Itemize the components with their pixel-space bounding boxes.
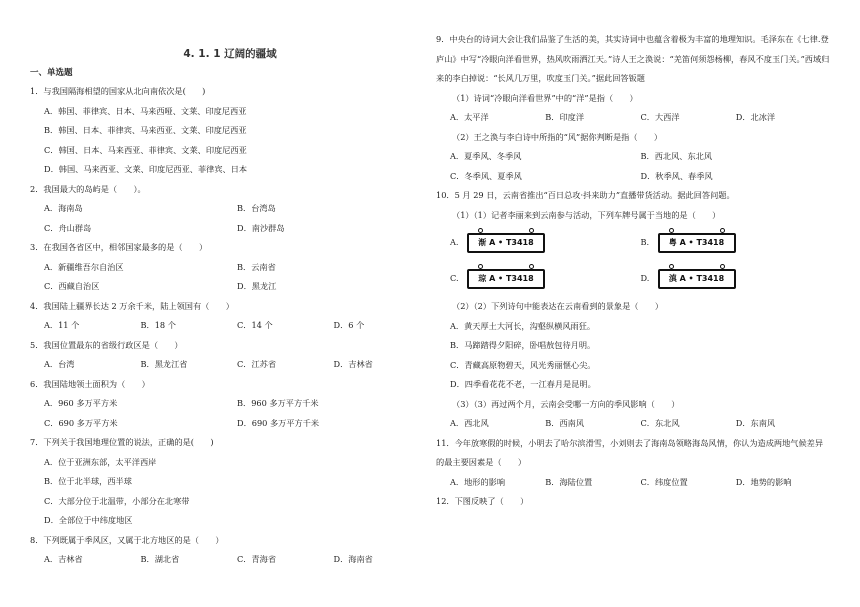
question-12 [436,492,831,512]
option[interactable]: D．东南风 [735,418,776,428]
plate-option-a[interactable] [450,233,641,253]
option[interactable]: A．地形的影响 [450,476,506,487]
option[interactable]: C．大部分位于北温带，小部分在北寒带 [44,495,190,506]
option[interactable]: B．马蹄踏得夕阳碎，卧唱敖包待月明。 [450,340,596,350]
sub-question: （1）诗词“冷眼向洋看世界”中的“洋”是指（ ） [452,92,638,103]
options-row [30,277,430,297]
sub-question: （1）（1）记者李丽来到云南参与活动，下列车牌号属于当地的是（ ） [452,209,721,220]
option[interactable]: B．位于北半球，西半球 [44,476,132,486]
option[interactable]: A．夏季风、冬季风 [450,151,522,161]
option[interactable]: B．海陆位置 [545,476,593,487]
option[interactable]: B．黑龙江省 [140,359,188,369]
option[interactable]: A．太平洋 [450,112,489,122]
options-row [30,355,430,375]
options-row [436,167,831,187]
options-row [30,316,430,336]
options-row [30,550,430,570]
section-heading: 一、单选题 [30,68,73,78]
option[interactable]: A．台湾 [44,359,75,369]
option[interactable]: D．黑龙江 [237,281,277,291]
option[interactable]: A．吉林省 [44,554,83,564]
question-stem: 11．今年放寒假的时候，小明去了哈尔滨滑雪，小刘则去了海南岛领略海岛风情，你认为造成两地气候差异的最主要因素是（ ） [436,437,824,467]
options-row [30,219,430,239]
option[interactable]: A．位于亚洲东部，太平洋西岸 [44,456,157,467]
option-label: A. [450,237,459,248]
page-title: 4. 1. 1 辽阔的疆域 [183,48,277,60]
question-9 [436,30,831,186]
question-stem: 8．下列既属于季风区，又属于北方地区的是（ ） [30,534,224,545]
option[interactable]: C．东北风 [640,418,680,428]
option[interactable]: A．海南岛 [44,203,83,213]
option[interactable]: D．北冰洋 [735,112,776,122]
option[interactable]: B．韩国、日本、菲律宾、马来西亚、文莱、印度尼西亚 [44,125,247,135]
option[interactable]: D．全部位于中纬度地区 [44,515,133,525]
options-row [436,108,831,128]
question-stem: 3．在我国各省区中，相邻国家最多的是（ ） [30,242,208,252]
option[interactable]: A．新疆维吾尔自治区 [44,261,124,272]
question-list [30,82,430,570]
option[interactable]: A．韩国、菲律宾、日本、马来西哑、文莱、印度尼西亚 [44,105,247,116]
option[interactable]: C．大西洋 [640,112,680,122]
question-stem: 10．5 月 29 日，云南省推出“百日总攻·抖来助力”直播带货活动。据此回答问题。 [436,190,735,200]
question-3 [30,238,430,297]
question-stem: 5．我国位置最东的省级行政区是（ ） [30,339,183,350]
options-row [436,473,831,493]
right-column [436,0,831,512]
option[interactable]: D．地势的影响 [735,476,792,487]
question-stem: 2．我国最大的岛屿是（ ）。 [30,183,146,194]
question-stem: 6．我国陆地领土面积为（ ） [30,378,150,389]
question-1 [30,82,430,180]
option-label: D. [640,273,650,284]
option[interactable]: B．印度洋 [545,112,585,122]
option[interactable]: A．黄天厚土大河长，沟壑纵横风雨狂。 [450,320,596,331]
option[interactable]: D．四季看花花不老，一江春月是昆明。 [450,379,596,389]
option[interactable]: C．青海省 [237,554,277,564]
license-plate-options [436,225,831,297]
option[interactable]: A．西北风 [450,418,489,428]
question-stem: 4．我国陆上疆界长达 2 万余千米，陆上领国有（ ） [30,300,234,311]
option[interactable]: C．江苏省 [237,359,277,369]
option[interactable]: C．14 个 [237,320,273,330]
question-stem: 12．下图反映了（ ） [436,496,529,506]
question-8 [30,531,430,570]
sub-question: （2）王之涣与李白诗中所指的“风”据你判断是指（ ） [452,131,663,142]
option[interactable]: B．湖北省 [140,554,180,564]
options-row [30,414,430,434]
question-stem: 7．下列关于我国地理位置的说法，正确的是( ) [30,437,214,447]
license-plate-image: 琼 A • T3418 [467,269,545,289]
question-stem: 9．中央台的诗词大会让我们品鉴了生活的美，其实诗词中也蕴含着极为丰富的地理知识。毛泽东在《七律.登庐山》中写“冷眼向洋看世界，热风吹雨洒江天。”诗人王之涣说：“羌笛何须怨杨柳，春风不度玉门关。”西域归来的李白掉说：“长风几万里，吹度玉门关。”据此回答钣题 [436,34,830,83]
option[interactable]: B．18 个 [140,320,176,330]
question-10 [436,186,831,434]
option[interactable]: D．吉林省 [333,359,373,369]
options-row [436,147,831,167]
question-7 [30,433,430,531]
option-label: B. [640,237,650,248]
option[interactable]: A．960 多万平方米 [44,398,118,408]
option[interactable]: D．690 多万平方千米 [237,417,320,428]
options-row [30,258,430,278]
license-plate-image: 渐 A • T3418 [467,233,545,253]
question-11 [436,434,831,493]
option[interactable]: C．西藏自治区 [44,281,100,291]
option[interactable]: C．纬度位置 [640,476,688,487]
left-column [30,0,430,570]
question-stem: 1．与我国隔海相望的国家从北向南依次是( ) [30,86,206,96]
option[interactable]: D．南沙群岛 [237,222,285,233]
question-6 [30,375,430,434]
option[interactable]: C．青藏高原物碧天，风光秀丽惬心尖。 [450,359,596,370]
options-row [436,414,831,434]
plate-option-d[interactable] [641,269,832,289]
license-plate-image: 粤 A • T3418 [658,233,736,253]
option[interactable]: D．6 个 [333,320,365,330]
sub-question: （3）（3）再过两个月，云南会受哪一方向的季风影响（ ） [452,398,680,409]
sub-question: （2）（2）下列诗句中能表达在云南看到的景象是（ ） [452,301,664,311]
options-row [30,394,430,414]
option[interactable]: A．11 个 [44,320,80,330]
plate-option-c[interactable] [450,269,641,289]
option-label: C. [450,273,459,284]
option[interactable]: B．西北风、东北风 [640,151,713,161]
question-4 [30,297,430,336]
option[interactable]: C．690 多万平方米 [44,417,118,428]
options-row [30,199,430,219]
question-2 [30,180,430,239]
option[interactable]: B．960 多万平方千米 [237,398,319,408]
option[interactable]: C．韩国、日本、马来西亚、菲律宾、文莱、印度尼西亚 [44,144,247,155]
option[interactable]: B．云南省 [237,261,276,272]
option[interactable]: C．冬季风、夏季风 [450,170,522,181]
question-5 [30,336,430,375]
option[interactable]: C．舟山群岛 [44,222,92,233]
license-plate-image: 滇 A • T3418 [658,269,736,289]
option[interactable]: B．西南风 [545,418,585,428]
option[interactable]: B．台湾岛 [237,203,276,213]
plate-option-b[interactable] [641,233,832,253]
option[interactable]: D．海南省 [333,554,373,564]
option[interactable]: D．秋季风、春季风 [640,170,713,181]
option[interactable]: D．韩国、马来西亚、文莱、印度尼西亚、菲律宾、日本 [44,164,248,174]
